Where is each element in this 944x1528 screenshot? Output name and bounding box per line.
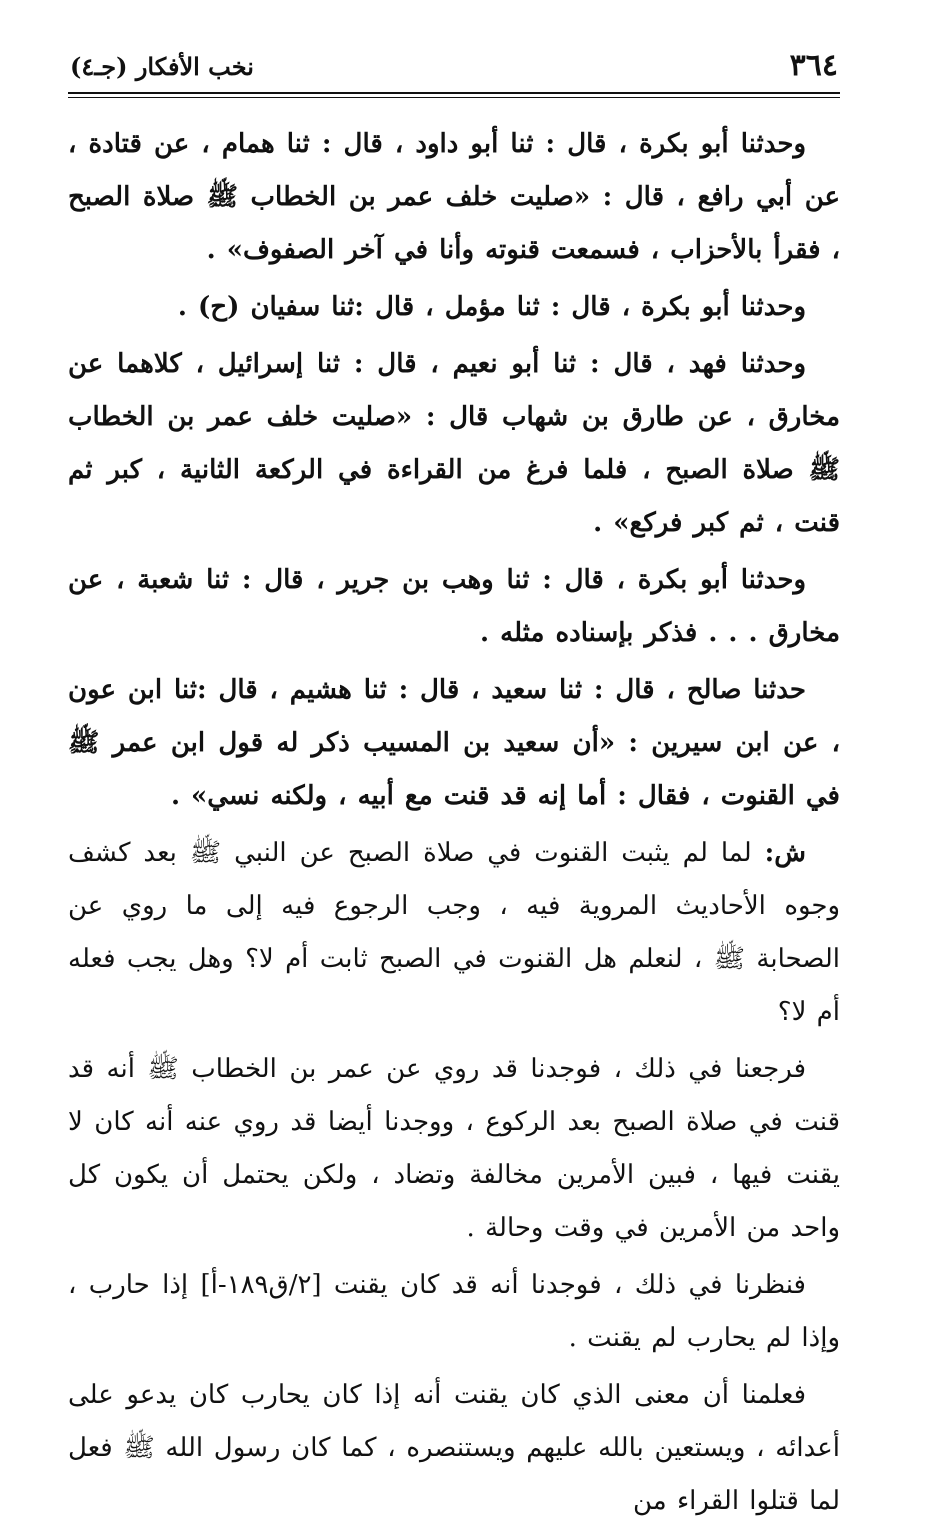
commentary-lead: ش: — [764, 838, 806, 868]
paragraph-hadith-4: وحدثنا أبو بكرة ، قال : ثنا وهب بن جرير ، قال : ثنا شعبة ، عن مخارق . . . فذكر بإسناده مثله . — [68, 565, 840, 648]
paragraph-commentary-4: فعلمنا أن معنى الذي كان يقنت أنه إذا كان يحارب كان يدعو على أعدائه ، ويستعين بالله عليهم ويستنصره ، كما كان رسول الله ﷺ فعل لما قتلوا القراء من — [68, 1380, 840, 1516]
page-header — [68, 40, 840, 94]
running-title: نخب الأفكار (جـ٤) — [70, 52, 254, 81]
page-number: ٣٦٤ — [789, 48, 838, 83]
paragraph-hadith-3: وحدثنا فهد ، قال : ثنا أبو نعيم ، قال : ثنا إسرائيل ، كلاهما عن مخارق ، عن طارق بن شهاب قال : «صليت خلف عمر بن الخطاب ﷺ صلاة الصبح ، فلما فرغ من القراءة في الركعة الثانية ، كبر ثم قنت ، ثم كبر فركع» . — [68, 349, 840, 538]
paragraph-hadith-5: حدثنا صالح ، قال : ثنا سعيد ، قال : ثنا هشيم ، قال :ثنا ابن عون ، عن ابن سيرين : «أن سعيد بن المسيب ذكر له قول ابن عمر ﷺ في القنوت ، فقال : أما إنه قد قنت مع أبيه ، ولكنه نسي» . — [68, 675, 840, 811]
paragraph-commentary-2: فرجعنا في ذلك ، فوجدنا قد روي عن عمر بن الخطاب ﷺ أنه قد قنت في صلاة الصبح بعد الركوع ، ووجدنا أيضا قد روي عنه أنه كان لا يقنت فيها ، فبين الأمرين مخالفة وتضاد ، ولكن يحتمل أن يكون كل واحد من الأمرين في وقت وحالة . — [68, 1054, 840, 1243]
body-text — [68, 118, 840, 1528]
commentary-text: لما لم يثبت القنوت في صلاة الصبح عن النبي ﷺ بعد كشف وجوه الأحاديث المروية فيه ، وجب الرجوع فيه إلى ما روي عن الصحابة ﷺ ، لنعلم هل القنوت في الصبح ثابت أم لا؟ وهل يجب فعله أم لا؟ — [68, 838, 840, 1027]
book-page — [68, 40, 840, 1516]
paragraph-commentary-3: فنظرنا في ذلك ، فوجدنا أنه قد كان يقنت [٢/ق١٨٩-أ] إذا حارب ، وإذا لم يحارب لم يقنت . — [68, 1270, 840, 1353]
paragraph-hadith-2: وحدثنا أبو بكرة ، قال : ثنا مؤمل ، قال :ثنا سفيان (ح) . — [177, 292, 806, 322]
paragraph-hadith-1: وحدثنا أبو بكرة ، قال : ثنا أبو داود ، قال : ثنا همام ، عن قتادة ، عن أبي رافع ، قال : «صليت خلف عمر بن الخطاب ﷺ صلاة الصبح ، فقرأ بالأحزاب ، فسمعت قنوته وأنا في آخر الصفوف» . — [68, 129, 840, 265]
paragraph-commentary-1 — [68, 827, 840, 1039]
